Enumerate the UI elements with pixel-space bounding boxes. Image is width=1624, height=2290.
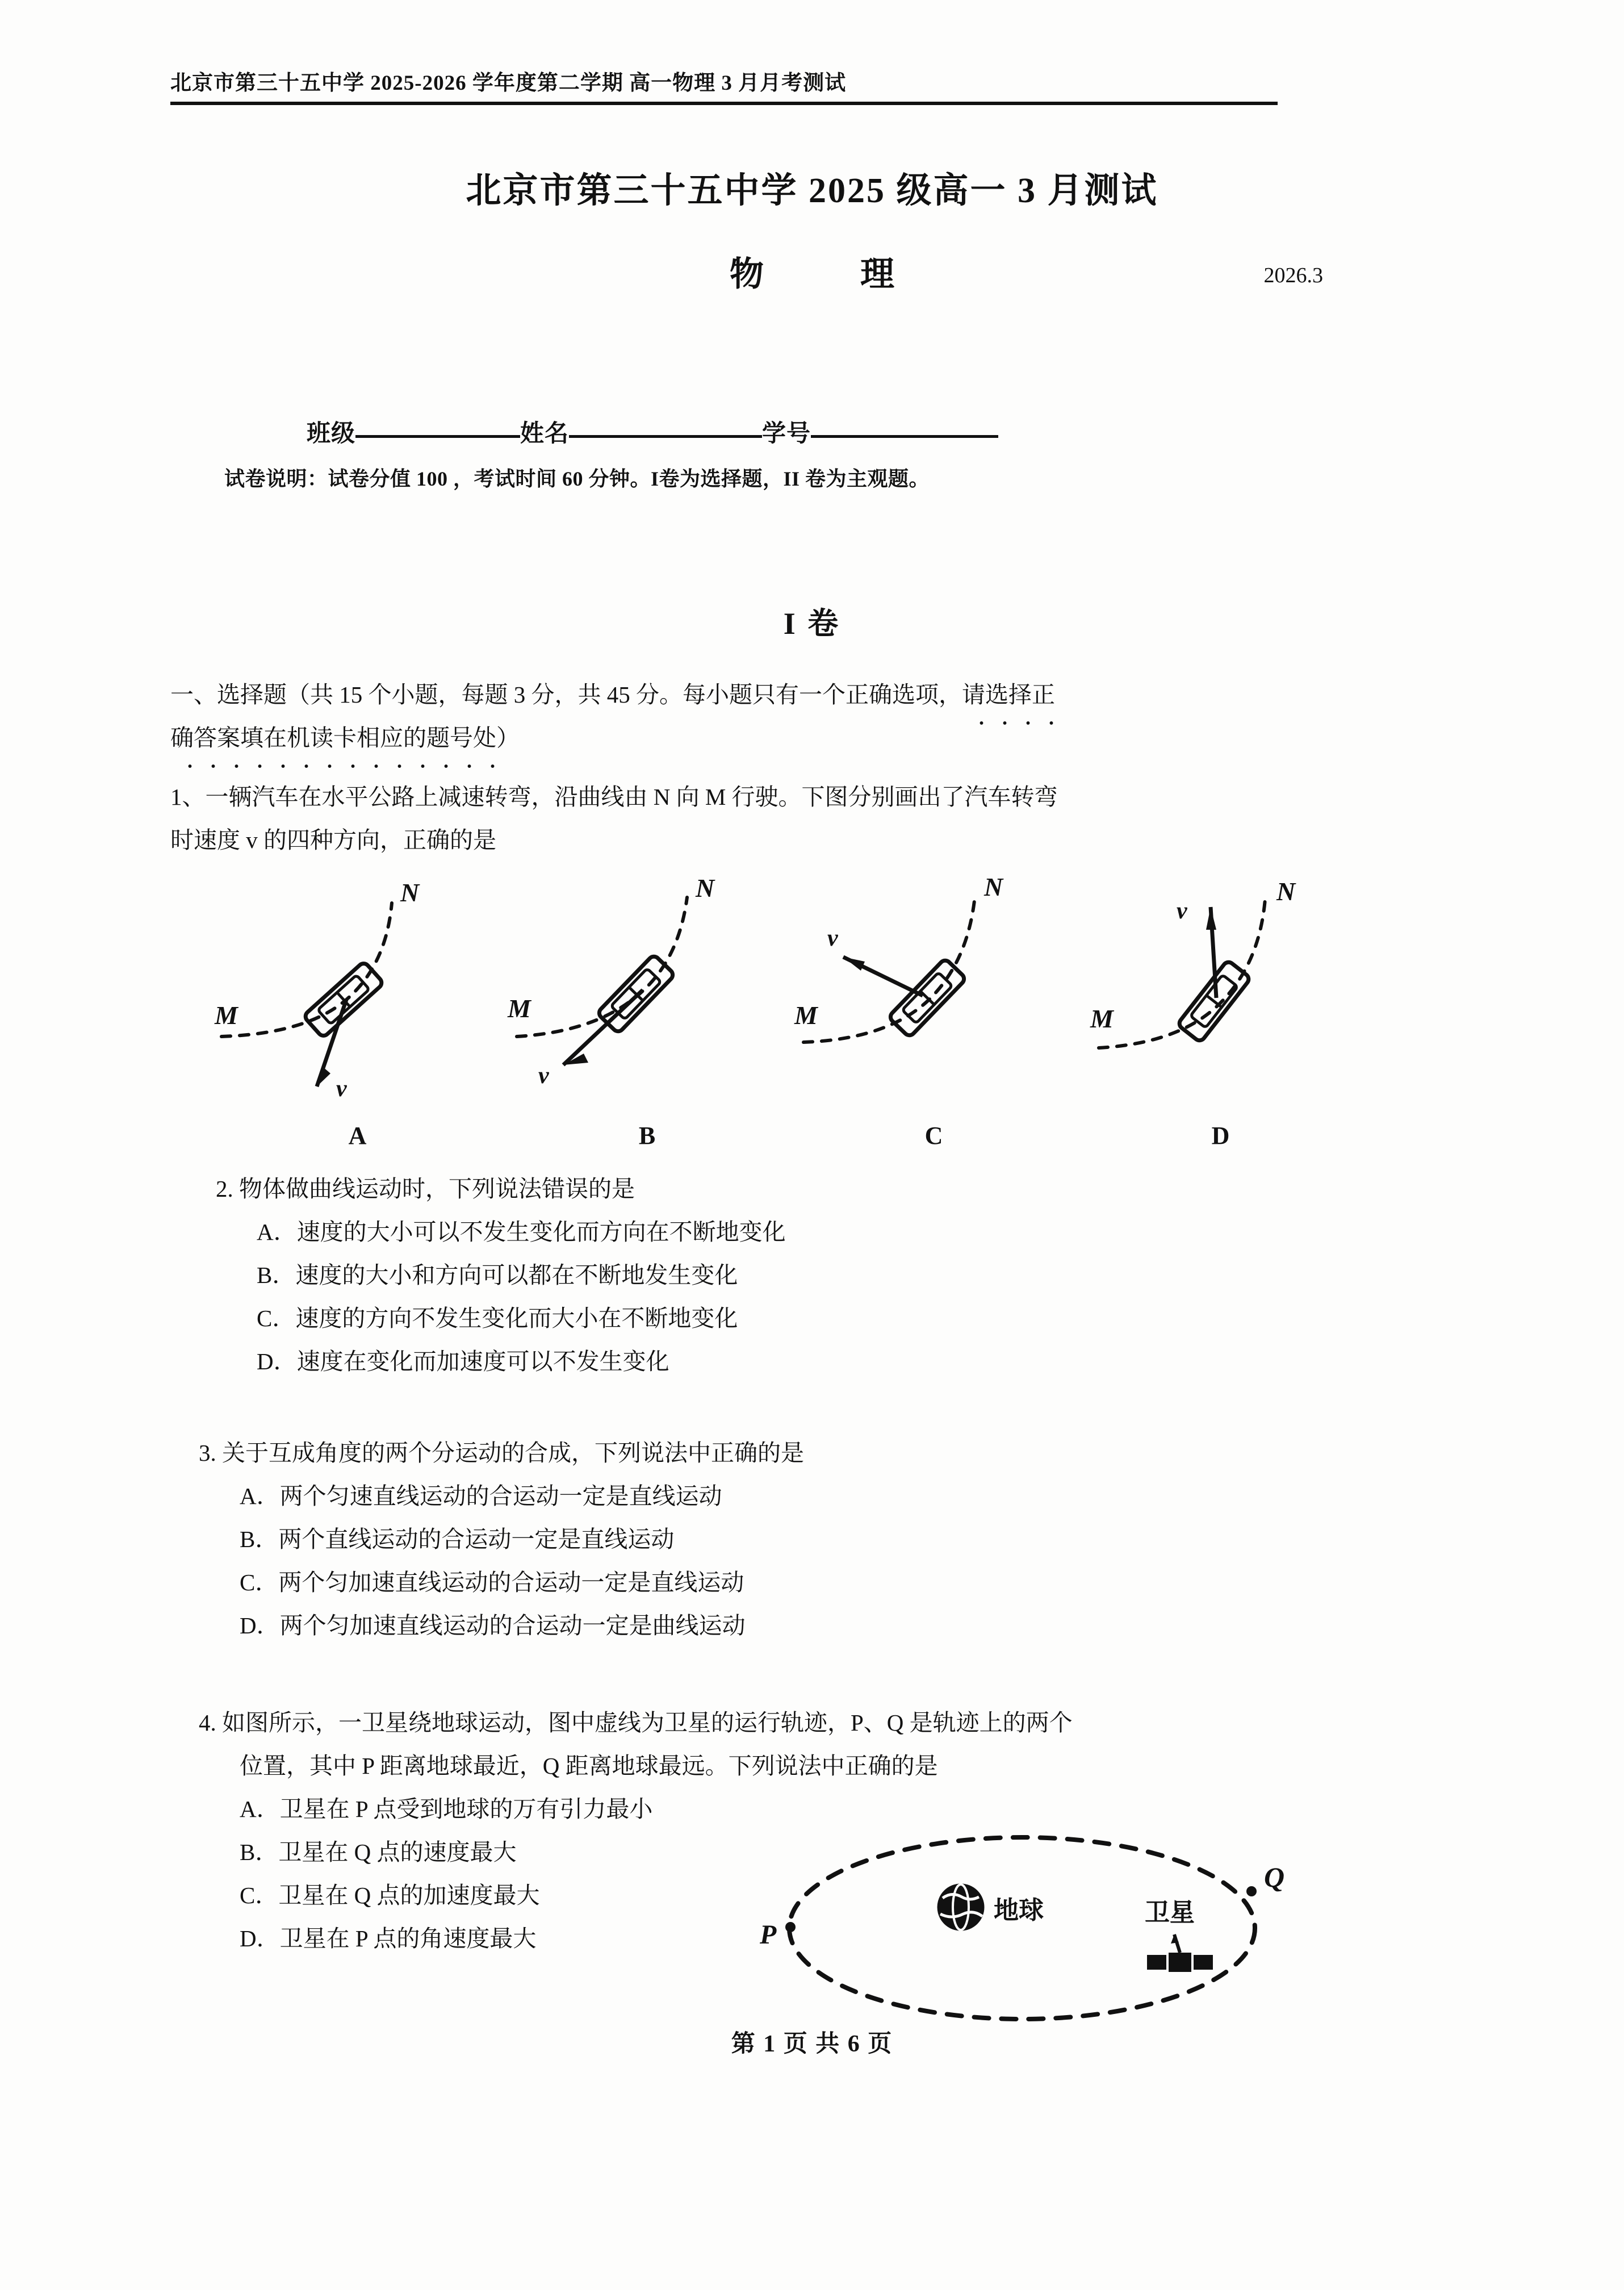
question-3-option-b[interactable]: B．两个直线运动的合运动一定是直线运动	[240, 1526, 675, 1552]
question-2-option-a[interactable]: A．速度的大小可以不发生变化而方向在不断地变化	[257, 1219, 786, 1245]
orbit-svg	[750, 1823, 1317, 2050]
class-input-line[interactable]	[355, 435, 520, 438]
section-intro-line2-end: ）	[496, 725, 520, 751]
question-1-figure-option-d	[1068, 877, 1374, 1150]
part-one-heading: I 卷	[783, 607, 841, 641]
car-icon-a	[303, 962, 384, 1038]
question-4-number: 4.	[199, 1710, 216, 1736]
velocity-arrow-c	[843, 957, 923, 996]
question-1-stem	[170, 775, 1454, 862]
subject-row	[0, 247, 1624, 298]
figure-label-d: D	[1211, 1122, 1230, 1150]
label-v-d: v	[1177, 898, 1187, 924]
question-1-figure-option-a	[204, 877, 511, 1150]
question-4-option-b[interactable]: B．卫星在 Q 点的速度最大	[240, 1839, 517, 1865]
question-1-number: 1、	[170, 784, 206, 810]
satellite-icon	[1147, 1934, 1213, 1972]
question-4-option-c[interactable]: C．卫星在 Q 点的加速度最大	[240, 1882, 540, 1908]
running-header-text: 北京市第三十五中学 2025-2026 学年度第二学期 高一物理 3 月月考测试	[170, 72, 847, 95]
label-m-a: M	[215, 1001, 238, 1030]
figure-d-svg	[1068, 877, 1374, 1116]
label-n-a: N	[400, 878, 420, 907]
student-id-input-line[interactable]	[811, 435, 998, 438]
section-intro-line1: 一、选择题（共 15 个小题，每题 3 分，共 45 分。每小题只有一个正确选项，	[170, 682, 962, 708]
earth-icon	[938, 1884, 983, 1930]
question-4-figure	[750, 1823, 1317, 2050]
question-2-number: 2.	[216, 1176, 233, 1202]
page-title: 北京市第三十五中学 2025 级高一 3 月测试	[466, 172, 1158, 210]
perigee-point	[785, 1922, 796, 1932]
class-label: 班级	[307, 421, 356, 447]
question-2-option-d[interactable]: D．速度在变化而加速度可以不发生变化	[257, 1348, 669, 1374]
question-1-figure-row	[170, 877, 1454, 1150]
exam-instructions: 试卷说明：试卷分值 100 ，考试时间 60 分钟。I卷为选择题，II 卷为主观题。	[224, 467, 930, 490]
question-1-figure-option-c	[781, 877, 1087, 1150]
question-1-line1: 一辆汽车在水平公路上减速转弯，沿曲线由 N 向 M 行驶。下图分别画出了汽车转弯	[205, 784, 1058, 810]
question-2-options	[257, 1210, 786, 1383]
page-footer: 第 1 页 共 6 页	[731, 2031, 893, 2057]
earth-label: 地球	[994, 1896, 1044, 1924]
question-1-figure-option-b	[494, 877, 801, 1150]
question-2-option-c[interactable]: C．速度的方向不发生变化而大小在不断地变化	[257, 1305, 738, 1331]
label-v-a: v	[336, 1076, 347, 1102]
question-3-option-a[interactable]: A．两个匀速直线运动的合运动一定是直线运动	[240, 1483, 722, 1509]
name-label: 姓名	[520, 421, 570, 447]
label-m-b: M	[508, 994, 531, 1023]
label-v-c: v	[827, 925, 838, 951]
car-icon-c	[888, 958, 966, 1038]
question-2-option-b[interactable]: B．速度的大小和方向可以都在不断地发生变化	[257, 1262, 738, 1288]
running-header	[170, 65, 1278, 105]
question-3	[199, 1431, 804, 1647]
header-rule	[170, 102, 1278, 105]
label-n-c: N	[984, 877, 1003, 901]
section-intro-emphasis-1: 请选择正	[962, 673, 1055, 716]
question-4-option-d[interactable]: D．卫星在 P 点的角速度最大	[240, 1925, 537, 1951]
question-3-option-c[interactable]: C．两个匀加速直线运动的合运动一定是直线运动	[240, 1569, 744, 1595]
trajectory-curve-c	[803, 896, 975, 1042]
question-4-line1: 如图所示，一卫星绕地球运动，图中虚线为卫星的运行轨迹，P、Q 是轨迹上的两个	[222, 1710, 1073, 1736]
section-intro	[170, 673, 1454, 759]
question-3-option-d[interactable]: D．两个匀加速直线运动的合运动一定是曲线运动	[240, 1612, 746, 1639]
student-info-row	[307, 415, 998, 449]
name-input-line[interactable]	[569, 435, 762, 438]
satellite-label: 卫星	[1145, 1899, 1195, 1927]
question-4-line2: 位置，其中 P 距离地球最近，Q 距离地球最远。下列说法中正确的是	[240, 1753, 938, 1779]
figure-label-c: C	[924, 1122, 944, 1150]
question-1-line2: 时速度 v 的四种方向，正确的是	[170, 827, 496, 853]
figure-b-svg	[494, 877, 801, 1116]
subject-name: 物 理	[730, 256, 926, 293]
label-m-c: M	[794, 1001, 818, 1030]
section-intro-emphasis-2: 确答案填在机读卡相应的题号处	[170, 716, 496, 759]
figure-label-b: B	[638, 1122, 656, 1150]
question-2	[216, 1167, 786, 1383]
figure-a-svg	[204, 877, 511, 1116]
question-3-options	[240, 1474, 804, 1647]
label-p: P	[760, 1920, 777, 1950]
figure-label-a: A	[348, 1122, 367, 1150]
label-n-b: N	[696, 877, 715, 902]
question-3-stem: 关于互成角度的两个分运动的合成，下列说法中正确的是	[222, 1440, 804, 1466]
label-n-d: N	[1276, 877, 1296, 906]
label-m-d: M	[1090, 1004, 1114, 1033]
question-4-option-a[interactable]: A．卫星在 P 点受到地球的万有引力最小	[240, 1796, 653, 1822]
label-q: Q	[1264, 1861, 1285, 1893]
student-id-label: 学号	[762, 421, 811, 447]
exam-date: 2026.3	[1263, 264, 1323, 287]
question-3-number: 3.	[199, 1440, 216, 1466]
orbit-ellipse	[789, 1837, 1255, 2019]
label-v-b: v	[538, 1063, 549, 1089]
apogee-point	[1246, 1886, 1257, 1896]
figure-c-svg	[781, 877, 1087, 1116]
question-2-stem: 物体做曲线运动时，下列说法错误的是	[239, 1176, 635, 1202]
